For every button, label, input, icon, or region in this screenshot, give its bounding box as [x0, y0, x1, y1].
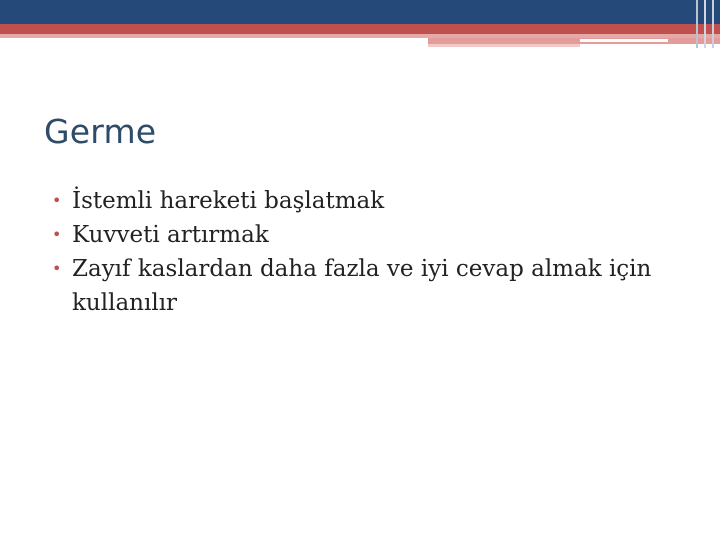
header-divider-line — [696, 0, 698, 48]
slide-title: Germe — [44, 112, 157, 151]
header-divider-line — [704, 0, 706, 48]
header-bar-pink-thin — [428, 44, 580, 47]
bullet-list — [52, 184, 692, 320]
bullet-icon: • — [52, 191, 62, 210]
bullet-text: İstemli hareketi başlatmak — [72, 188, 385, 214]
bullet-text: Kuvveti artırmak — [72, 222, 269, 248]
bullet-item — [52, 184, 692, 218]
header-bar-blue — [0, 0, 720, 24]
header-bar-white-segment — [580, 39, 668, 42]
bullet-icon: • — [52, 225, 62, 244]
header-divider-line — [712, 0, 714, 48]
bullet-icon: • — [52, 259, 62, 278]
bullet-text: Zayıf kaslardan daha fazla ve iyi cevap almak için kullanılır — [72, 256, 652, 316]
header-bar-red — [0, 24, 720, 34]
bullet-item — [52, 218, 692, 252]
bullet-item — [52, 252, 692, 320]
